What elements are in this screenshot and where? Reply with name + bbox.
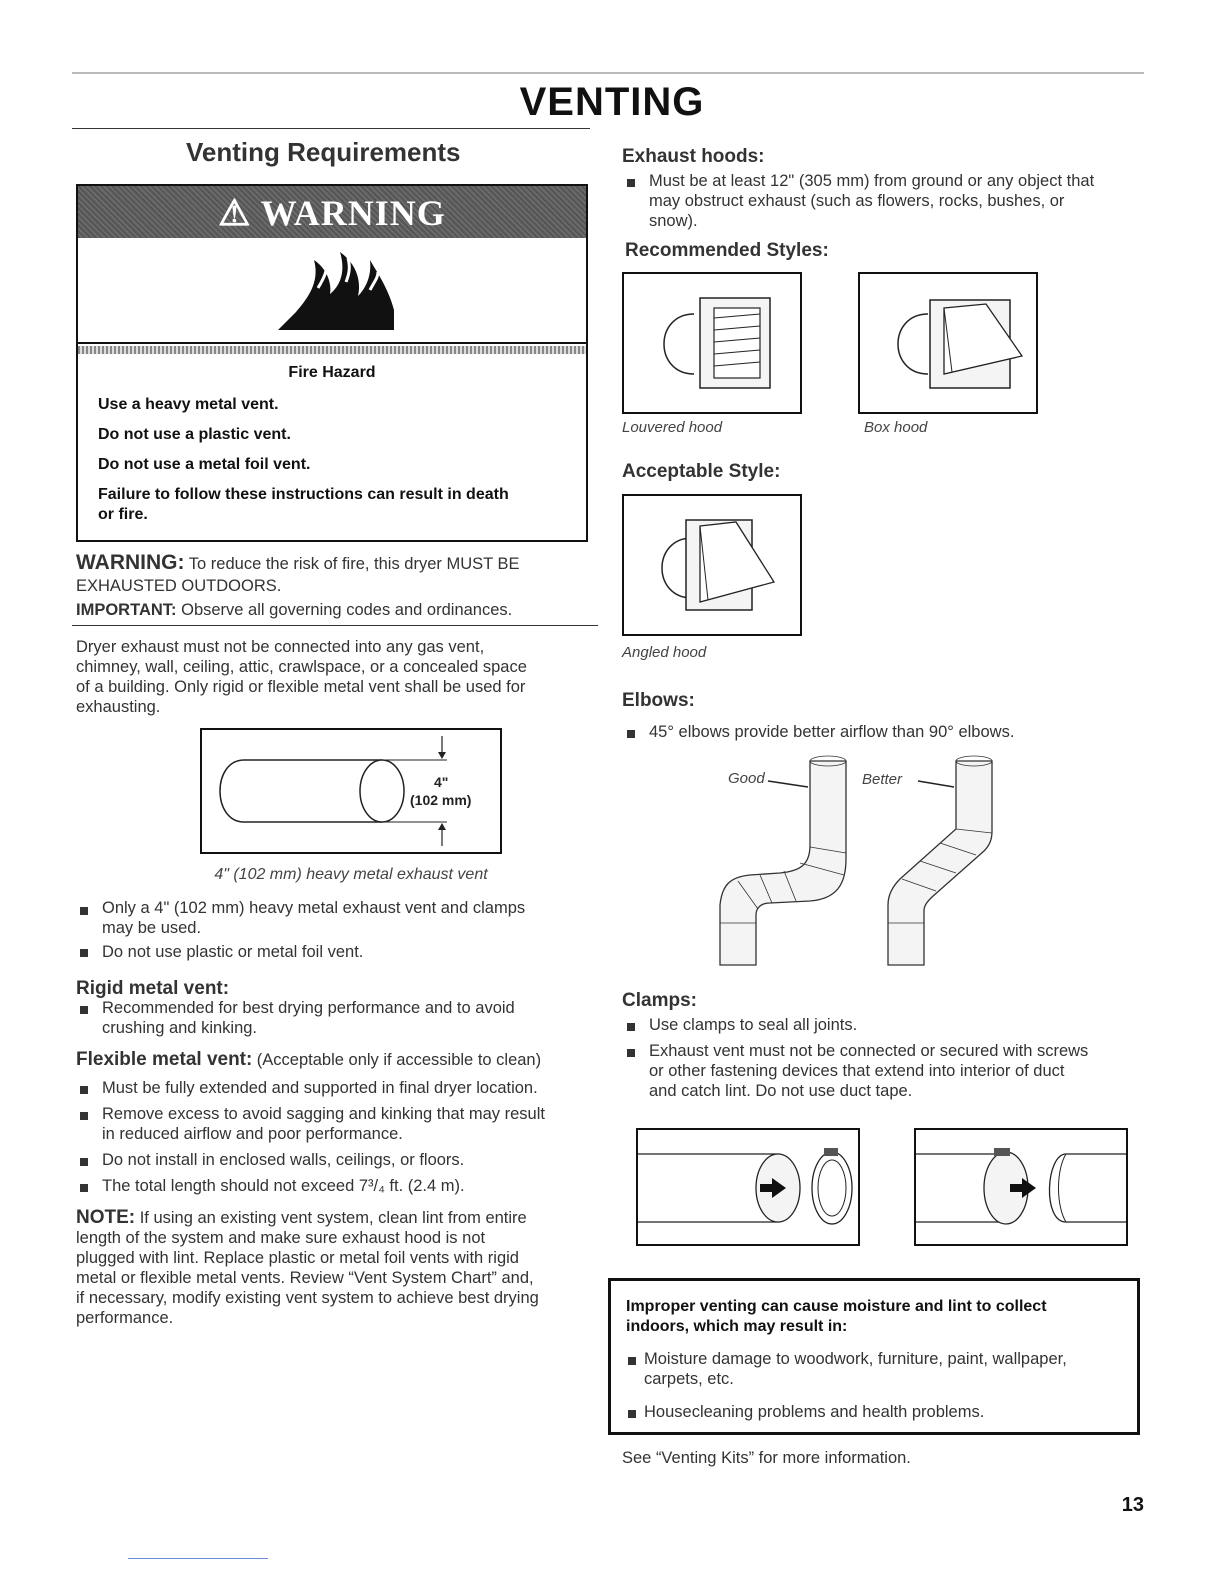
bullet-marker	[627, 730, 635, 738]
box-hood-figure	[858, 272, 1038, 414]
warning-line: Failure to follow these instructions can result in death	[98, 486, 509, 503]
list-item-line: may be used.	[102, 919, 202, 937]
list-item: Must be fully extended and supported in final dryer location.	[102, 1079, 538, 1097]
warning-box	[76, 184, 588, 542]
warning-note	[76, 553, 520, 574]
rigid-heading: Rigid metal vent:	[76, 978, 230, 999]
vent-pipe-illustration	[202, 730, 500, 852]
elbows-heading: Elbows:	[622, 690, 695, 711]
elbows-illustration	[700, 755, 1010, 970]
note-line: length of the system and make sure exhaust hood is not	[76, 1229, 486, 1247]
list-item	[649, 171, 1094, 231]
title-rule	[72, 128, 590, 129]
list-item	[102, 1104, 545, 1144]
fire-hazard-icon	[78, 238, 586, 344]
list-item-line: Exhaust vent must not be connected or secured with screws	[649, 1042, 1089, 1060]
list-item-line: snow).	[649, 212, 698, 230]
better-label: Better	[862, 771, 903, 788]
recommended-heading: Recommended Styles:	[625, 240, 829, 261]
improper-heading	[626, 1297, 1047, 1337]
clamp-illustration-1	[638, 1130, 858, 1244]
list-item-line: in reduced airflow and poor performance.	[102, 1125, 403, 1143]
intro-line: Dryer exhaust must not be connected into any gas vent,	[76, 638, 485, 656]
warning-label: WARNING:	[76, 551, 185, 574]
note-line: performance.	[76, 1309, 174, 1327]
bullet-marker	[80, 907, 88, 915]
list-item-line: or other fastening devices that extend into interior of duct	[649, 1062, 1065, 1080]
list-item: Do not use plastic or metal foil vent.	[102, 943, 364, 961]
note-line: If using an existing vent system, clean lint from entire	[139, 1209, 527, 1227]
list-item-line: and catch lint. Do not use duct tape.	[649, 1082, 913, 1100]
warning-note-text: To reduce the risk of fire, this dryer MUST BE	[188, 555, 520, 573]
list-item	[102, 998, 515, 1038]
clamp-figure-2	[914, 1128, 1128, 1246]
list-item	[644, 1349, 1067, 1389]
good-label: Good	[728, 770, 765, 787]
list-item-line: crushing and kinking.	[102, 1019, 258, 1037]
bullet-marker	[80, 1184, 88, 1192]
louvered-hood-figure	[622, 272, 802, 414]
louvered-hood-illustration	[624, 274, 800, 412]
list-item-line: Only a 4" (102 mm) heavy metal exhaust vent and clamps	[102, 899, 526, 917]
angled-caption: Angled hood	[622, 644, 707, 661]
warning-line: Do not use a plastic vent.	[98, 426, 291, 443]
note-line: metal or flexible metal vents. Review “Vent System Chart” and,	[76, 1269, 534, 1287]
flexible-heading: Flexible metal vent:	[76, 1049, 253, 1070]
list-item-line: Remove excess to avoid sagging and kinking that may result	[102, 1105, 545, 1123]
list-item-line: Must be at least 12" (305 mm) from ground or any object that	[649, 172, 1095, 190]
warning-note-text-2: EXHAUSTED OUTDOORS.	[76, 577, 282, 595]
list-item	[649, 1041, 1088, 1101]
bullet-marker	[628, 1357, 636, 1365]
bullet-marker	[627, 179, 635, 187]
warning-line: Do not use a metal foil vent.	[98, 456, 311, 473]
bullet-marker	[627, 1023, 635, 1031]
warning-separator	[78, 346, 586, 354]
clamp-figure-1	[636, 1128, 860, 1246]
note-label: NOTE:	[76, 1207, 136, 1228]
list-item-line: Moisture damage to woodwork, furniture, paint, wallpaper,	[644, 1350, 1067, 1368]
improper-heading-line: indoors, which may result in:	[626, 1318, 848, 1335]
clamps-heading: Clamps:	[622, 990, 697, 1011]
angled-hood-figure	[622, 494, 802, 636]
list-item-line: Recommended for best drying performance and to avoid	[102, 999, 515, 1017]
list-item: 45° elbows provide better airflow than 90° elbows.	[649, 723, 1015, 741]
page-number: 13	[1121, 1494, 1144, 1516]
improper-venting-box	[608, 1278, 1140, 1435]
list-item: Do not install in enclosed walls, ceilings, or floors.	[102, 1151, 465, 1169]
list-item	[102, 898, 525, 938]
bullet-marker	[627, 1049, 635, 1057]
bullet-marker	[80, 949, 88, 957]
intro-line: chimney, wall, ceiling, attic, crawlspace, or a concealed space	[76, 658, 527, 676]
list-item: The total length should not exceed 7³/₄ ft. (2.4 m).	[102, 1177, 465, 1195]
note-line: plugged with lint. Replace plastic or metal foil vents with rigid	[76, 1249, 519, 1267]
warning-banner-text: ⚠ WARNING	[218, 193, 446, 233]
vent-dimension-mm: (102 mm)	[410, 792, 472, 808]
divider	[72, 625, 598, 626]
hazard-title: Fire Hazard	[288, 364, 376, 381]
bullet-marker	[80, 1006, 88, 1014]
flexible-note: (Acceptable only if accessible to clean)	[256, 1051, 542, 1069]
important-label: IMPORTANT:	[76, 601, 177, 619]
intro-paragraph	[76, 637, 527, 717]
flexible-heading-row	[76, 1049, 541, 1071]
vent-dimension-in: 4"	[434, 774, 449, 790]
list-item: Use clamps to seal all joints.	[649, 1016, 858, 1034]
box-caption: Box hood	[864, 419, 928, 436]
bullet-marker	[80, 1112, 88, 1120]
vent-figure	[200, 728, 502, 854]
intro-line: of a building. Only rigid or flexible metal vent shall be used for	[76, 678, 526, 696]
list-item-line: carpets, etc.	[644, 1370, 734, 1388]
bullet-marker	[80, 1086, 88, 1094]
acceptable-heading: Acceptable Style:	[622, 461, 781, 482]
important-note	[76, 600, 512, 620]
top-rule	[72, 72, 1144, 74]
angled-hood-illustration	[624, 496, 800, 634]
louvered-caption: Louvered hood	[622, 419, 723, 436]
note-line: if necessary, modify existing vent system to achieve best drying	[76, 1289, 539, 1307]
warning-line: or fire.	[98, 506, 148, 523]
important-text: Observe all governing codes and ordinances.	[181, 601, 513, 619]
intro-line: exhausting.	[76, 698, 161, 716]
box-hood-illustration	[860, 274, 1036, 412]
bullet-marker	[80, 1158, 88, 1166]
list-item-line: may obstruct exhaust (such as flowers, rocks, bushes, or	[649, 192, 1065, 210]
warning-line: Use a heavy metal vent.	[98, 396, 279, 413]
section-heading: Venting Requirements	[186, 137, 461, 167]
see-also-note: See “Venting Kits” for more information.	[622, 1449, 911, 1467]
bullet-marker	[628, 1410, 636, 1418]
exhaust-heading: Exhaust hoods:	[622, 146, 765, 167]
list-item: Housecleaning problems and health problems.	[644, 1403, 985, 1421]
clamp-illustration-2	[916, 1130, 1126, 1244]
footer-rule	[128, 1558, 268, 1559]
improper-heading-line: Improper venting can cause moisture and lint to collect	[626, 1298, 1047, 1315]
vent-caption: 4" (102 mm) heavy metal exhaust vent	[214, 866, 488, 883]
note-paragraph	[76, 1208, 596, 1328]
page-title: VENTING	[519, 80, 705, 124]
